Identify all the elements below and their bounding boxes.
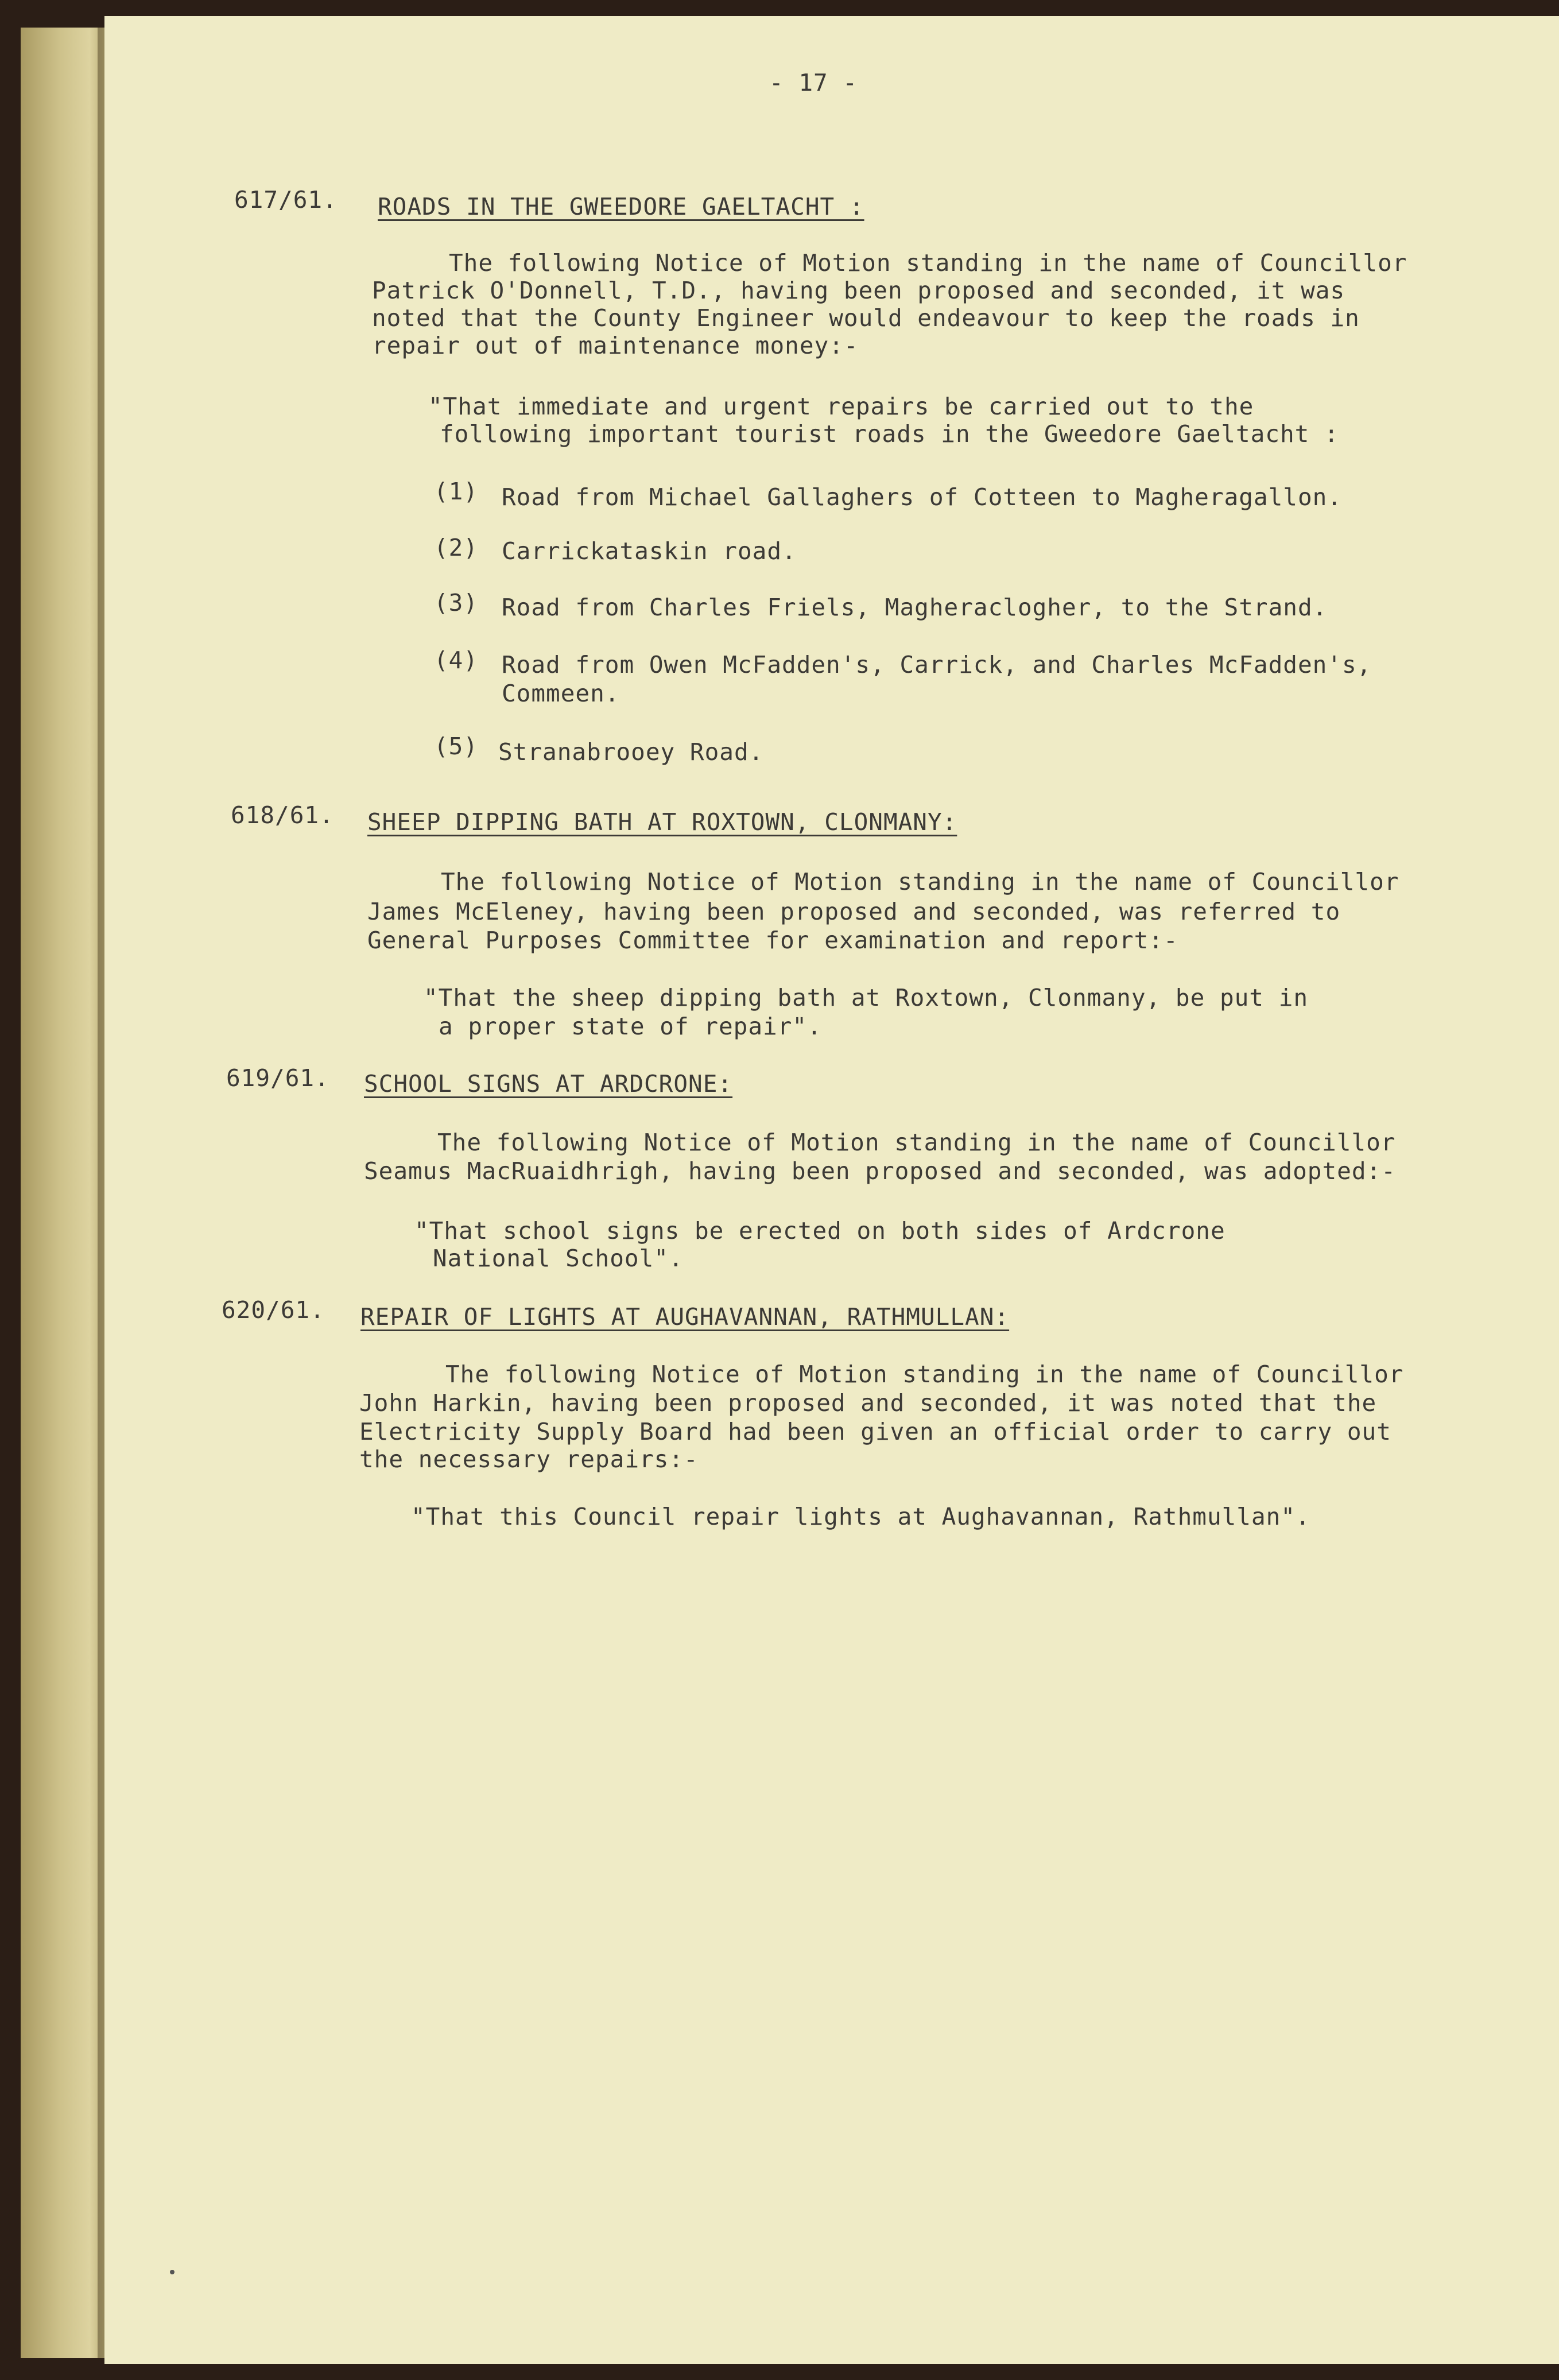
list-number: (4) bbox=[434, 646, 479, 674]
body-line: The following Notice of Motion standing in the name of Councillor bbox=[441, 868, 1399, 896]
quote-line: "That immediate and urgent repairs be carried out to the bbox=[428, 393, 1254, 420]
body-line: John Harkin, having been proposed and seconded, it was noted that the bbox=[359, 1389, 1377, 1417]
list-line: Commeen. bbox=[502, 680, 620, 707]
list-number: (2) bbox=[434, 534, 479, 561]
body-line: The following Notice of Motion standing in the name of Councillor bbox=[449, 249, 1407, 277]
list-number: (5) bbox=[434, 732, 479, 760]
body-line: repair out of maintenance money:- bbox=[372, 332, 859, 359]
quote-line: "That school signs be erected on both sides of Ardcrone bbox=[414, 1217, 1226, 1245]
minute-number: 620/61. bbox=[222, 1296, 325, 1324]
list-line: Carrickataskin road. bbox=[502, 537, 797, 565]
quote-line: a proper state of repair". bbox=[439, 1013, 822, 1040]
body-line: Electricity Supply Board had been given an official order to carry out bbox=[359, 1418, 1391, 1445]
list-line: Stranabrooey Road. bbox=[498, 738, 764, 766]
body-line: The following Notice of Motion standing in the name of Councillor bbox=[445, 1360, 1404, 1388]
body-line: General Purposes Committee for examination and report:- bbox=[367, 927, 1178, 954]
minute-number: 619/61. bbox=[226, 1064, 329, 1092]
minute-heading: REPAIR OF LIGHTS AT AUGHAVANNAN, RATHMULLAN: bbox=[360, 1303, 1010, 1331]
list-line: Road from Charles Friels, Magheraclogher, to the Strand. bbox=[502, 594, 1328, 621]
document-page bbox=[104, 16, 1559, 2364]
body-line: Patrick O'Donnell, T.D., having been proposed and seconded, it was bbox=[372, 277, 1345, 304]
list-number: (1) bbox=[434, 478, 479, 505]
list-number: (3) bbox=[434, 589, 479, 617]
left-page-edge bbox=[21, 28, 107, 2358]
body-line: James McEleney, having been proposed and seconded, was referred to bbox=[367, 898, 1341, 925]
page-number: - 17 - bbox=[769, 69, 858, 96]
quote-line: "That the sheep dipping bath at Roxtown, Clonmany, be put in bbox=[424, 984, 1309, 1011]
minute-heading: ROADS IN THE GWEEDORE GAELTACHT : bbox=[378, 193, 864, 220]
body-line: the necessary repairs:- bbox=[359, 1445, 699, 1473]
list-line: Road from Michael Gallaghers of Cotteen to Magheragallon. bbox=[502, 483, 1342, 511]
quote-line: "That this Council repair lights at Aughavannan, Rathmullan". bbox=[411, 1503, 1310, 1530]
quote-line: National School". bbox=[433, 1245, 684, 1272]
list-line: Road from Owen McFadden's, Carrick, and Charles McFadden's, bbox=[502, 651, 1372, 679]
minute-heading: SCHOOL SIGNS AT ARDCRONE: bbox=[364, 1070, 733, 1098]
book-spread bbox=[0, 16, 1559, 2364]
body-line: Seamus MacRuaidhrigh, having been proposed and seconded, was adopted:- bbox=[364, 1157, 1396, 1185]
minute-number: 617/61. bbox=[234, 186, 338, 214]
body-line: noted that the County Engineer would endeavour to keep the roads in bbox=[372, 304, 1360, 332]
quote-line: following important tourist roads in the Gweedore Gaeltacht : bbox=[440, 420, 1339, 448]
body-line: The following Notice of Motion standing in the name of Councillor bbox=[437, 1129, 1396, 1156]
ink-speck bbox=[170, 2270, 174, 2274]
minute-number: 618/61. bbox=[231, 801, 334, 829]
minute-heading: SHEEP DIPPING BATH AT ROXTOWN, CLONMANY: bbox=[367, 808, 957, 836]
